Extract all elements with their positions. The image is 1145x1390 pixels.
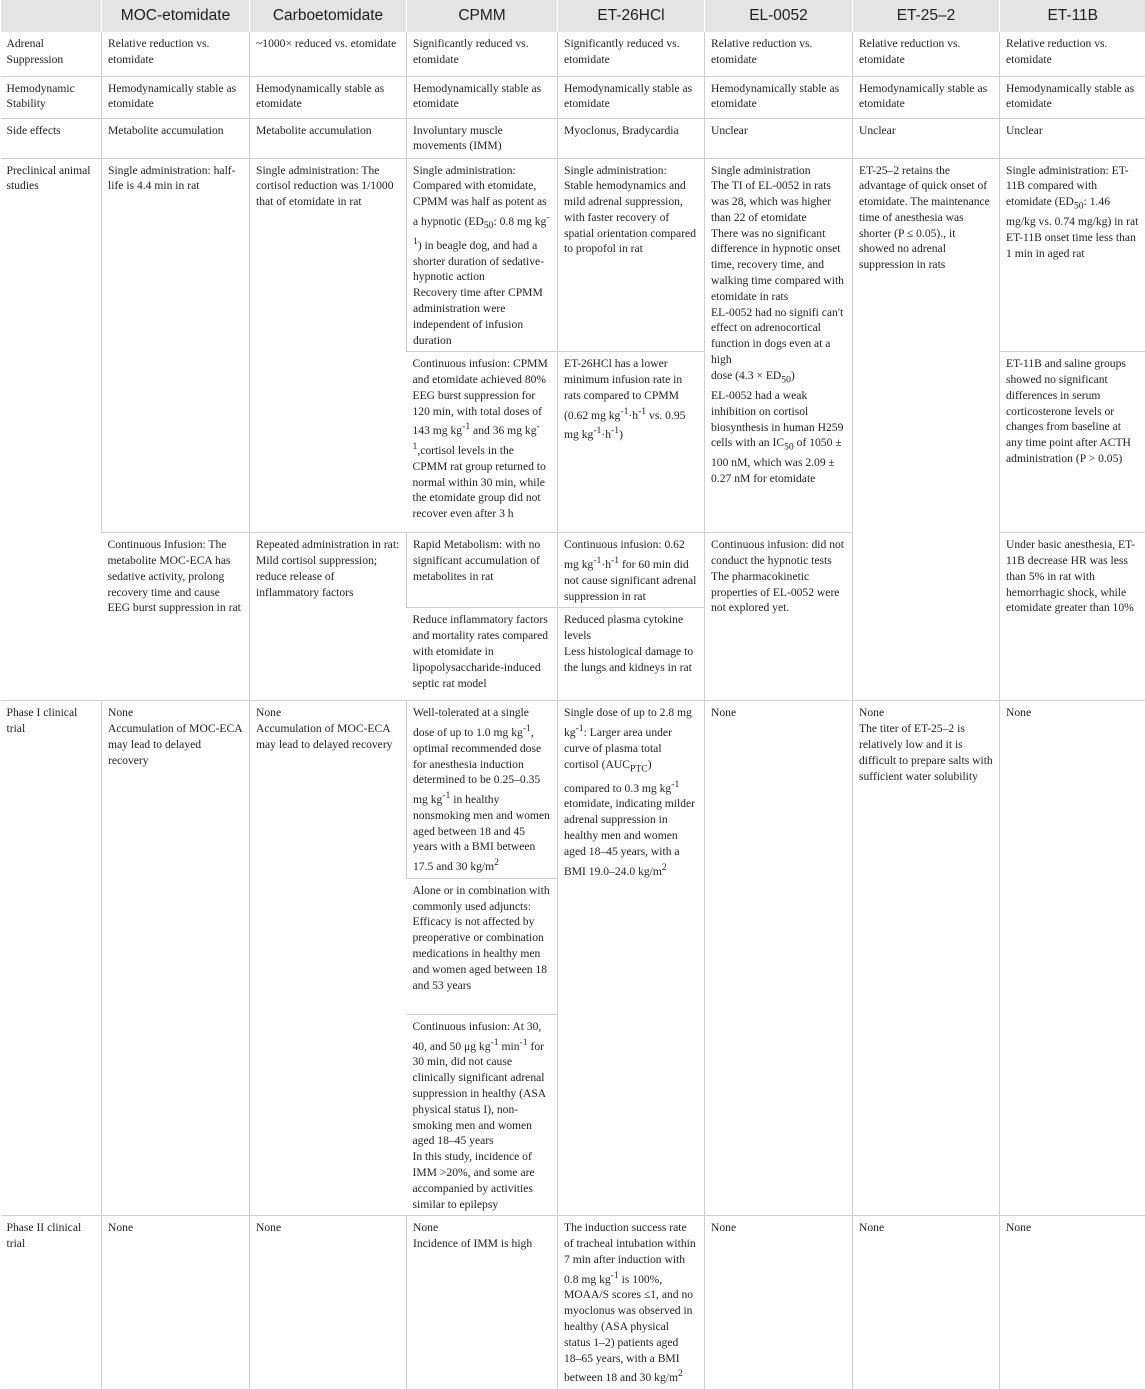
header-cell-empty [1,0,102,32]
cell-text: Continuous infusion: 0.62 mg kg [564,538,685,571]
cell-text: Single administration: ET-11B compared with etomidate (ED [1006,164,1129,209]
cell-text: Well-tolerated at a single dose of up to 1.0 mg kg [413,706,529,739]
header-row [1,0,1145,32]
superscript: -1 [620,406,628,417]
cell-text: None [859,705,993,721]
subscript: 50 [1074,200,1084,211]
cell-text: ·h [601,558,611,571]
table-cell: Hemodynamically stable as etomidate [853,76,1000,118]
table-cell [558,533,705,608]
table-cell [407,1014,558,1215]
superscript: -1 [413,212,550,247]
table-cell: Hemodynamically stable as etomidate [250,76,407,118]
cell-text: Single administration [711,163,846,179]
table-cell: Involuntary muscle movements (IMM) [407,118,558,158]
table-cell: Unclear [853,118,1000,158]
table-cell [705,533,853,701]
row-label: Adrenal Suppression [1,32,102,76]
superscript: -1 [413,421,540,452]
superscript: -1 [671,779,679,790]
cell-text: : Larger area under curve of plasma total cortisol (AUC [564,726,672,771]
table-cell: Significantly reduced vs. etomidate [407,32,558,76]
table-cell: Hemodynamically stable as etomidate [558,76,705,118]
cell-text: Less histological damage to the lungs and kidneys in rat [564,644,698,676]
cell-text: for 30 min, did not cause clinically significant adrenal suppression in healthy (ASA physical status I), non-smoking men and women aged 18–45 years [413,1040,546,1148]
table-cell [558,701,705,1216]
superscript: -1 [593,555,601,566]
cell-text: 18–65 years, with a BMI between 18 and 30 kg/m [564,1352,680,1385]
row-label: Phase I clinical trial [1,701,102,1216]
table-cell: ET-25–2 retains the advantage of quick onset of etomidate. The maintenance time of anesthesia was shorter (P ≤ 0.05)., it showed no adrenal suppression in rats [853,158,1000,701]
header-cell-moc-etomidate: MOC-etomidate [102,0,250,32]
table-row [1,701,1145,879]
cell-text: dose (4.3 × ED [711,369,781,382]
cell-text: ) compared to 0.3 mg kg [564,758,671,795]
table-cell [102,701,250,1216]
header-cell-cpmm: CPMM [407,0,558,32]
table-cell [1000,158,1145,352]
table-cell: None [705,701,853,1216]
table-row [1,118,1145,158]
cell-text: etomidate, indicating milder adrenal suppression in healthy men and women aged 18–45 years, with a BMI 19.0–24.0 kg/m [564,797,695,877]
table-cell [558,608,705,701]
table-cell: Metabolite accumulation [250,118,407,158]
cell-text: ET-11B onset time less than 1 min in aged rat [1006,230,1140,262]
row-label: Hemodynamic Stability [1,76,102,118]
table-cell: Hemodynamically stable as etomidate [705,76,853,118]
table-cell: Under basic anesthesia, ET-11B decrease HR was less than 5% in rat with hemorrhagic shock, while etomidate greater than 10% [1000,533,1145,701]
cell-text: The titer of ET-25–2 is relatively low and it is difficult to prepare salts with sufficient water solubility [859,721,993,784]
cell-text: EL-0052 had no signifi can't effect on adrenocortical function in dogs even at a high [711,305,846,368]
subscript: 50 [781,374,791,385]
table-row [1,1216,1145,1390]
table-cell: None [1000,701,1145,1216]
cell-text: : 0.8 mg kg [494,215,547,228]
cell-text: Accumulation of MOC-ECA may lead to delayed recovery [256,721,400,753]
table-cell [705,158,853,533]
superscript: -1 [442,790,450,801]
subscript: PTC [630,763,648,774]
table-cell: Metabolite accumulation [102,118,250,158]
cell-text: None [256,705,400,721]
table-cell [407,352,558,533]
cell-text: is 100%, MOAA/S scores ≤1, and no myoclonus was observed in healthy (ASA physical status 1–2) patients aged [564,1273,693,1349]
cell-text: In this study, incidence of IMM >20%, and some are accompanied by activities similar to epilepsy [413,1149,552,1212]
subscript: 50 [784,442,794,453]
table-cell: None [853,1216,1000,1390]
table-cell: Hemodynamically stable as etomidate [102,76,250,118]
superscript: -1 [611,555,619,566]
cell-text: ET-26HCl has a lower minimum infusion rate in rats compared to CPMM (0.62 mg kg [564,357,682,421]
superscript: -1 [520,1037,528,1048]
cell-text: Continuous infusion: At 30, 40, and 50 μg kg [413,1020,542,1053]
cell-text: , optimal recommended dose for anesthesia induction determined to be 0.25–0.35 mg kg [413,726,541,806]
table-row [1,32,1145,76]
header-cell-et-11b: ET-11B [1000,0,1145,32]
table-cell [407,1216,558,1390]
cell-text: ) [619,428,623,441]
table-cell: Reduce inflammatory factors and mortality rates compared with etomidate in lipopolysaccharide-induced septic rat model [407,608,558,701]
cell-text: There was no significant difference in hypnotic onset time, recovery time, and walking time compared with etomidate in rats [711,226,846,305]
table-cell: Relative reduction vs. etomidate [1000,32,1145,76]
subscript: 50 [484,220,494,231]
table-cell: None [1000,1216,1145,1390]
cell-text: Continuous infusion: did not conduct the hypnotic tests [711,537,846,569]
header-cell-carboetomidate: Carboetomidate [250,0,407,32]
table-cell: Relative reduction vs. etomidate [102,32,250,76]
table-cell: Continuous Infusion: The metabolite MOC-ECA has sedative activity, prolong recovery time and cause EEG burst suppression in rat [102,533,250,701]
cell-text: The TI of EL-0052 in rats was 28, which was higher than 22 of etomidate [711,178,846,225]
table-cell: Single administration: The cortisol reduction was 1/1000 that of etomidate in rat [250,158,407,533]
table-row [1,76,1145,118]
superscript: -1 [638,406,646,417]
table-cell: Unclear [705,118,853,158]
table-cell: None [705,1216,853,1390]
header-cell-et-26hcl: ET-26HCl [558,0,705,32]
table-cell [853,701,1000,1216]
cell-text: Reduced plasma cytokine levels [564,612,698,644]
cell-text: Recovery time after CPMM administration were independent of infusion duration [413,285,551,348]
cell-text: Accumulation of MOC-ECA may lead to delayed recovery [108,721,243,768]
table-cell [407,158,558,352]
superscript: -1 [523,723,531,734]
cell-text: of 1050 ± 100 nM, which was 2.09 ± 0.27 nM for etomidate [711,436,842,485]
superscript: -1 [576,723,584,734]
table-cell: ~1000× reduced vs. etomidate [250,32,407,76]
cell-text: ·h [601,428,611,441]
superscript: -1 [593,425,601,436]
cell-text: min [499,1040,520,1053]
cell-text: : 1.46 mg/kg vs. 0.74 mg/kg) in rat [1006,195,1138,228]
cell-text: ·h [628,409,638,422]
cell-text: in healthy nonsmoking men and women aged between 18 and 45 years with a BMI between 17.5 and 30 kg/m [413,793,550,873]
table-cell: None [250,1216,407,1390]
row-label: Side effects [1,118,102,158]
superscript: -1 [491,1037,499,1048]
table-cell [250,701,407,1216]
table-cell: None [102,1216,250,1390]
row-label: Phase II clinical trial [1,1216,102,1390]
table-cell: ET-11B and saline groups showed no significant differences in serum corticosterone levels or changes from baseline at any time point after ACTH administration (P > 0.05) [1000,352,1145,533]
table-cell: Single administration: Stable hemodynamics and mild adrenal suppression, with faster recovery of spatial orientation compared to propofol in rat [558,158,705,352]
table-cell: Alone or in combination with commonly used adjuncts: Efficacy is not affected by preoperative or combination medications in healthy men and women aged between 18 and 53 years [407,878,558,1014]
cell-text: The pharmacokinetic properties of EL-0052 were not explored yet. [711,569,846,616]
table-cell: Hemodynamically stable as etomidate [1000,76,1145,118]
table-cell [558,352,705,533]
table-cell: Single administration: half-life is 4.4 min in rat [102,158,250,533]
header-cell-et-25-2: ET-25–2 [853,0,1000,32]
cell-text: Single administration: Compared with etomidate, CPMM was half as potent as a hypnotic (ED [413,164,547,228]
table-cell: Significantly reduced vs. etomidate [558,32,705,76]
cell-text: ,cortisol levels in the CPMM rat group returned to normal within 30 min, while the etomidate group did not recover even after 3 h [413,444,546,520]
superscript: 2 [494,857,499,868]
cell-text: Incidence of IMM is high [413,1236,551,1252]
superscript: -1 [462,421,470,432]
cell-text: and 36 mg kg [470,424,536,437]
cell-text: for 60 min did not cause significant adrenal suppression in rat [564,558,696,603]
cell-text: vs. 0.95 mg kg [564,409,685,442]
cell-text: Continuous infusion: CPMM and etomidate achieved 80% EEG burst suppression for 120 min, with total doses of 143 mg kg [413,357,548,437]
row-label: Preclinical animal studies [1,158,102,701]
cell-text: ) [791,369,795,382]
cell-text: ) in beagle dog, and had a shorter duration of sedative-hypnotic action [413,239,544,284]
cell-text: The induction success rate of tracheal intubation within 7 min after induction with 0.8 mg kg [564,1221,696,1285]
cell-text: None [108,705,243,721]
superscript: 2 [662,862,667,873]
table-cell [407,701,558,879]
superscript: 2 [678,1368,683,1379]
table-cell: Relative reduction vs. etomidate [853,32,1000,76]
superscript: -1 [611,425,619,436]
table-cell: Myoclonus, Bradycardia [558,118,705,158]
table-cell: Unclear [1000,118,1145,158]
table-cell [558,1216,705,1390]
table-cell: Relative reduction vs. etomidate [705,32,853,76]
table-cell: Repeated administration in rat: Mild cortisol suppression; reduce release of inflammatory factors [250,533,407,701]
header-cell-el-0052: EL-0052 [705,0,853,32]
table-cell: Hemodynamically stable as etomidate [407,76,558,118]
cell-text: EL-0052 had a weak inhibition on cortisol biosynthesis in human H259 cells with an IC [711,389,843,449]
cell-text: Single dose of up to 2.8 mg kg [564,706,692,739]
table-cell: Rapid Metabolism: with no significant accumulation of metabolites in rat [407,533,558,608]
cell-text: None [413,1220,551,1236]
table-row [1,158,1145,352]
superscript: -1 [611,1270,619,1281]
